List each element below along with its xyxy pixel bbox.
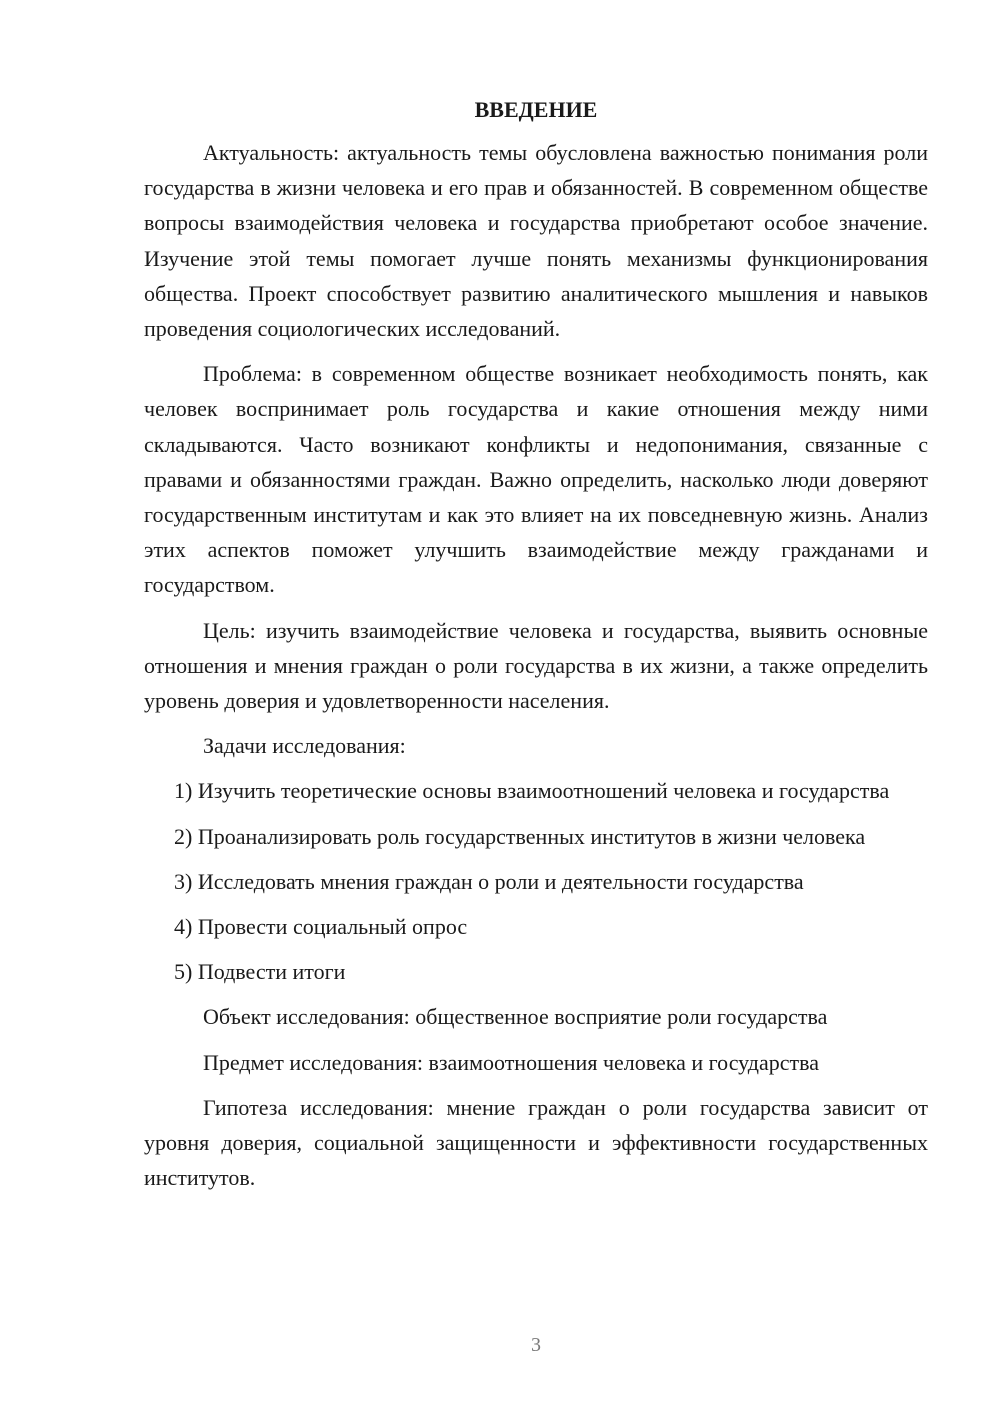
relevance-paragraph: Актуальность: актуальность темы обусловлена важностью понимания роли государства в жизни человека и его прав и обязанностей. В современном обществе вопросы взаимодействия человека и государства приобретают особое значение. Изучение этой темы помогает лучше понять механизмы функционирования общества. Проект способствует развитию аналитического мышления и навыков проведения социологических исследований. <box>144 140 928 342</box>
goal-paragraph: Цель: изучить взаимодействие человека и государства, выявить основные отношения и мнения граждан о роли государства в их жизни, а также определить уровень доверия и удовлетворенности населения. <box>144 617 928 714</box>
tasks-heading: Задачи исследования: <box>203 733 406 759</box>
research-subject: Предмет исследования: взаимоотношения человека и государства <box>203 1049 819 1075</box>
research-hypothesis: Гипотеза исследования: мнение граждан о роли государства зависит от уровня доверия, социальной защищенности и эффективности государственных институтов. <box>144 1094 928 1191</box>
task-item: 2) Проанализировать роль государственных институтов в жизни человека <box>174 823 866 849</box>
page-number: 3 <box>531 1334 541 1356</box>
problem-paragraph: Проблема: в современном обществе возникает необходимость понять, как человек воспринимает роль государства и какие отношения между ними складываются. Часто возникают конфликты и недопонимания, связанные с правами и обязанностями граждан. Важно определить, насколько люди доверяют государственным институтам и как это влияет на их повседневную жизнь. Анализ этих аспектов поможет улучшить взаимодействие между гражданами и государством. <box>144 361 928 598</box>
task-item: 5) Подвести итоги <box>174 959 346 985</box>
research-object: Объект исследования: общественное восприятие роли государства <box>203 1004 828 1030</box>
page-title: ВВЕДЕНИЕ <box>474 97 598 122</box>
document-page <box>144 92 928 1195</box>
task-item: 4) Провести социальный опрос <box>174 914 468 940</box>
task-item: 3) Исследовать мнения граждан о роли и деятельности государства <box>174 868 804 894</box>
task-item: 1) Изучить теоретические основы взаимоотношений человека и государства <box>174 778 890 804</box>
